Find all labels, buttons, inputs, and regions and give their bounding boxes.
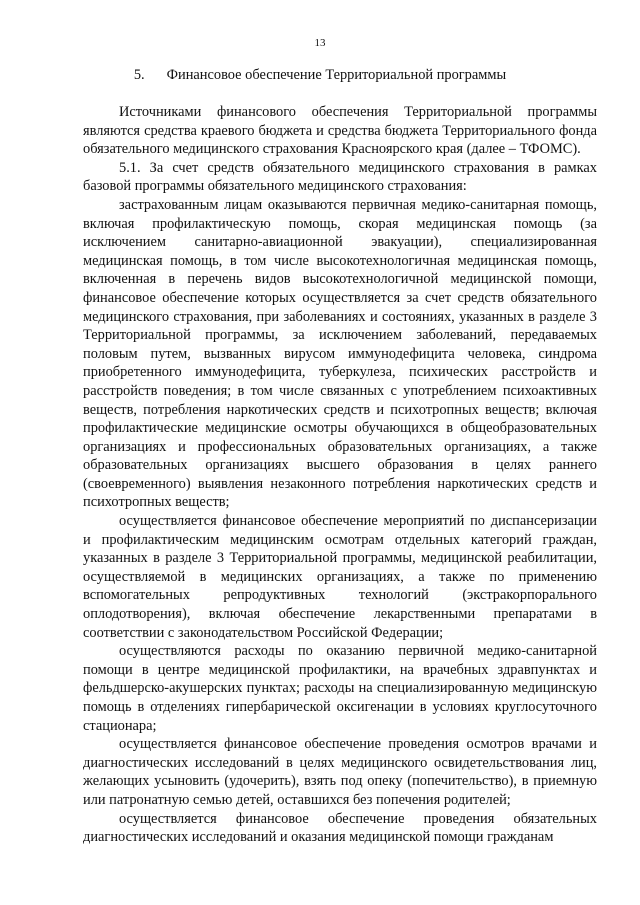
paragraph-adoption-exams: осуществляется финансовое обеспечение проведения осмотров врачами и диагностических исследований в целях медицинского освидетельствования лиц, желающих усыновить (удочерить), взять под опеку (попечительство), в приемную или патронатную семью детей, оставшихся без попечения родителей;	[83, 736, 597, 808]
page-number: 13	[314, 37, 326, 49]
paragraph-insured-persons: застрахованным лицам оказываются первичная медико-санитарная помощь, включая профилактическую помощь, скорая медицинская помощь (за исключением санитарно-авиационной эвакуации), специализированная медицинская помощь, в том числе высокотехнологичная медицинская помощь, включенная в перечень видов высокотехнологичной медицинской помощи, финансовое обеспечение которых осуществляется за счет средств обязательного медицинского страхования, при заболеваниях и состояниях, указанных в разделе 3 Территориальной программы, за исключением заболеваний, передаваемых половым путем, вызванных вирусом иммунодефицита человека, синдрома приобретенного иммунодефицита, туберкулеза, психических расстройств и расстройств поведения; в том числе связанных с употреблением психоактивных веществ, потребления наркотических средств и психотропных веществ; включая профилактические медицинские осмотры обучающихся в общеобразовательных организациях и профессиональных образовательных организациях, а также образовательных организациях высшего образования в целях раннего (своевременного) выявления незаконного потребления наркотических средств и психотропных веществ;	[83, 196, 597, 511]
document-body	[83, 103, 597, 847]
section-number: 5.	[133, 67, 145, 83]
paragraph-primary-care-expenses: осуществляются расходы по оказанию первичной медико-санитарной помощи в центре медицинской профилактики, на врачебных здравпунктах и фельдшерско-акушерских пунктах; расходы на специализированную медицинскую помощь в отделениях гипербарической оксигенации в условиях круглосуточного стационара;	[83, 643, 597, 734]
paragraph-funding-sources: Источниками финансового обеспечения Территориальной программы являются средства краевого бюджета и средства бюджета Территориального фонда обязательного медицинского страхования Красноярского края (далее – ТФОМС).	[83, 104, 597, 158]
paragraph-mandatory-diagnostics: осуществляется финансовое обеспечение проведения обязательных диагностических исследований и оказания медицинской помощи гражданам	[83, 810, 597, 846]
section-title: Финансовое обеспечение Территориальной программы	[166, 67, 507, 83]
paragraph-dispensary-financing: осуществляется финансовое обеспечение мероприятий по диспансеризации и профилактическим медицинским осмотрам отдельных категорий граждан, указанных в разделе 3 Территориальной программы, медицинской реабилитации, осуществляемой в медицинских организациях, а также по применению вспомогательных репродуктивных технологий (экстракорпорального оплодотворения), включая обеспечение лекарственными препаратами в соответствии с законодательством Российской Федерации;	[83, 513, 597, 641]
paragraph-5-1: 5.1. За счет средств обязательного медицинского страхования в рамках базовой программы обязательного медицинского страхования:	[83, 159, 597, 195]
section-heading	[0, 66, 640, 84]
